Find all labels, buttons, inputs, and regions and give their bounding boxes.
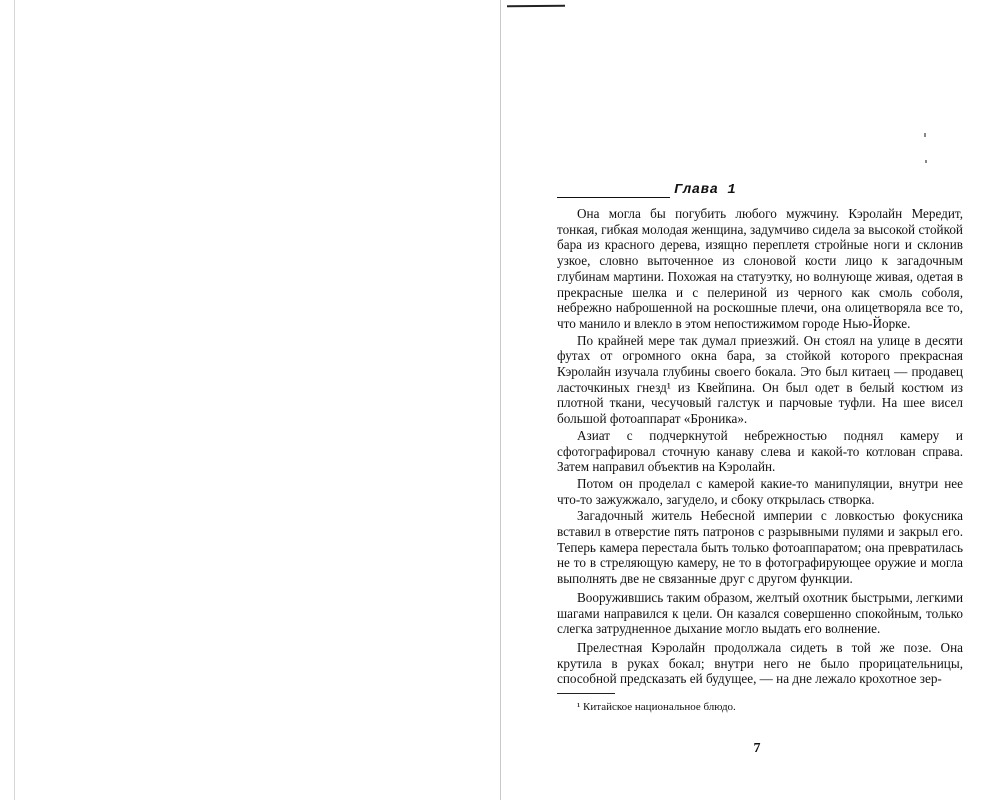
chapter-header-rule [557,186,670,198]
scan-speck [924,133,926,137]
paragraph: По крайней мере так думал приезжий. Он стоял на улице в десяти футах от огромного окна бара, за стойкой которого прекрасная Кэролайн изучала глубины своего бокала. Это был китаец — продавец ласточкиных гнезд¹ из Квейпина. Он был одет в белый костюм из плотной ткани, чесучовый галстук и парчовые туфли. На шее висел большой фотоаппарат «Броника». [557,332,963,427]
paragraph: Прелестная Кэролайн продолжала сидеть в той же позе. Она крутила в руках бокал; внутри него не было прорицательницы, способной предсказать ей будущее, — на дне лежало крохотное зер- [557,639,963,687]
paragraph: Вооружившись таким образом, желтый охотник быстрыми, легкими шагами направился к цели. Он казался совершенно спокойным, только слегка затрудненное дыхание могло выдать его волнение. [557,589,963,637]
paragraph: Потом он проделал с камерой какие-то манипуляции, внутри нее что-то зажужжало, загудело, и сбоку открылась створка. [557,475,963,507]
page-number: 7 [753,741,761,756]
paragraph: Загадочный житель Небесной империи с ловкостью фокусника вставил в отверстие пять патронов с разрывными пулями и закрыл его. Теперь камера перестала быть только фотоаппаратом; она превратилась не то в стреляющую камеру, не то в фотографирующее оружие и могла выполнять две не связанные друг с другом функции. [557,508,963,587]
book-gutter [500,0,501,800]
footnote-rule [557,693,615,694]
chapter-title: Глава 1 [674,182,737,198]
chapter-header [557,180,963,198]
right-page [557,180,963,714]
scan-speck [925,160,927,163]
page-edge-shadow [14,0,15,800]
footnote: ¹ Китайское национальное блюдо. [577,701,736,714]
scan-mark [507,5,565,8]
paragraph: Она могла бы погубить любого мужчину. Кэролайн Мередит, тонкая, гибкая молодая женщина, задумчиво сидела за высокой стойкой бара из красного дерева, изящно переплетя стройные ноги и склонив узкое, словно выточенное из слоновой кости лицо к загадочным глубинам мартини. Похожая на статуэтку, но волнующе живая, одетая в прекрасные шелка и с пелериной из черного как смоль соболя, небрежно наброшенной на роскошные плечи, она олицетворяла все то, что манило и влекло в этом непостижимом городе Нью-Йорке. [557,206,963,331]
paragraph: Азиат с подчеркнутой небрежностью поднял камеру и сфотографировал сточную канаву слева и какой-то котлован справа. Затем направил объектив на Кэролайн. [557,427,963,475]
